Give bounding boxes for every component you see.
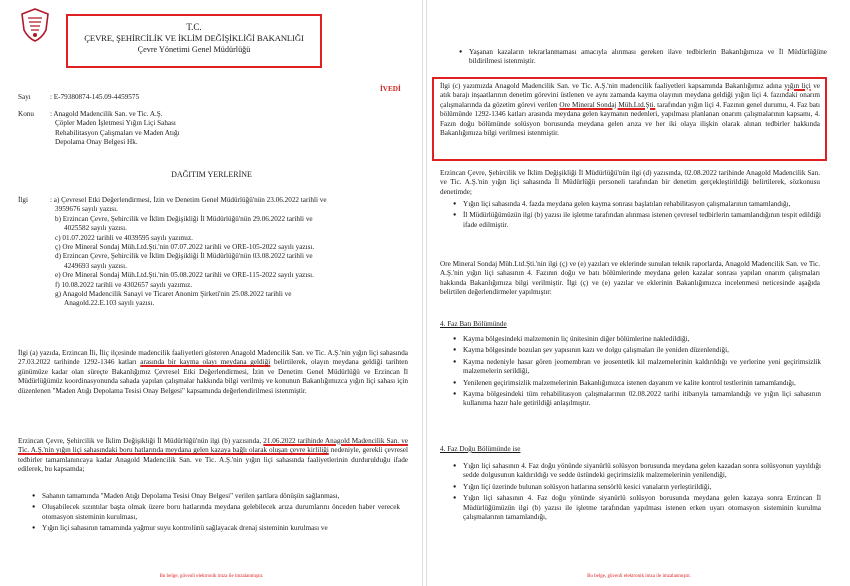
letterhead-department: Çevre Yönetimi Genel Müdürlüğü [137,45,251,54]
bati-list [451,335,821,411]
letterhead-ministry: ÇEVRE, ŞEHİRCİLİK VE İKLİM DEĞİŞİKLİĞİ BAKANLIĞI [84,33,304,43]
text-run: belirtilerek, olayın meydana geldiği tarihten günümüze kadar olan süreçte Bakanlığımız Çevresel Etki Değerlendirmesi, İzin ve Denetim Genel Müdürlüğü ve Erzincan İl Müdürlüğümüz koordinasyonunda sahada yapılan çalışmalar hakkında bilgi verilmiş ve konunun Bakanlığımızca yığın liçi sahası için düzenlenen "Maden Atığı Depolama Tesisi Onay Belgesi" kapsamında değerlendirilmesi istenmiştir. [18,358,408,395]
sayi-label: Sayı [18,93,31,101]
text-run: ve atık barajı inşaatlarının denetim görevini üstlenen ve aynı zamanda kayma olayının meydana geldiği yığın liçi 4. fazındaki onarım çalışmalarında da gözetim görevi verilen [440,82,820,109]
text-run: İlgi (a) yazıda, Erzincan İli, İliç ilçesinde madencilik faaliyetleri gösteren Anagold Madencilik San. ve Tic. A.Ş.'nin yığın liçi sahasında 27.03.2022 tarihinde 1292-1346 katları [18,349,408,367]
sayi-value: : E-79380874-145.09-4459575 [50,93,140,101]
dagitim-heading: DAĞITIM YERLERİNE [171,170,252,179]
ilgi-item: 4025582 sayılı yazısı. [64,224,127,233]
heading-dogu: 4. Faz Doğu Bölümünde ise [440,445,521,453]
paragraph-ilgi-c [440,82,820,138]
konu-block [50,110,180,148]
list-item: ● Yaşanan kazaların tekrarlanmaması amacıyla alınması gereken ilave tedbirlerin Bakanlığımıza ve İl Müdürlüğüne bildirilmesi istenmiştir. [457,48,827,67]
ilgi-item: b) Erzincan Çevre, Şehircilik ve İklim Değişikliği İl Müdürlüğü'nün 29.06.2022 tarihli ve [55,214,313,223]
ilgi-item: : a) Çevresel Etki Değerlendirmesi, İzin ve Denetim Genel Müdürlüğü'nün 23.06.2022 tarihli ve [50,196,327,204]
ilgi-item: 4249693 sayılı yazısı. [64,261,127,270]
right-page [426,0,850,586]
underlined-kayma: arasında bir kayma olayı meydana geldiği [140,358,271,367]
paragraph-ilgi-b [18,437,408,475]
paragraph-ore-reports: Ore Mineral Sondaj Müh.Ltd.Şti.'nin ilgi (ç) ve (e) yazıları ve eklerinde sunulan teknik raporlarda, Anagold Madencilik San. ve Tic. A.Ş.'nin yığın liçi sahasının 4. Fazının doğu ve batı bölümlerinde meydana gelen kazalar sonrası yapılan onarım çalışmaları hakkında Bakanlığımıza bilgi verilmiştir. İlgi (ç) ve (e) yazılar ve eklerinin Bakanlığımızca incelenmesi neticesinde aşağıda belirtilen değerlendirmeler yapılmıştır: [440,260,820,297]
list-item: ● Kayma bölgesindeki tüm rehabilitasyon çalışmalarının 02.08.2022 tarihi itibarıyla tamamlandığı ve yığın liçi sahasının kullanıma hazır hale getirildiği anlaşılmıştır. [451,390,821,409]
konu-line: Rehabilitasyon Çalışmaları ve Maden Atığı [55,128,180,137]
list-item: ● Kayma nedeniyle hasar gören jeomembran ve jeosentetik kil malzemelerinin kaldırıldığı ve yerlerine yeni geçirimsizlik malzemelerin serildiği, [451,358,821,377]
heading-bati: 4. Faz Batı Bölümünde [440,320,507,328]
list-item: ● Yığın liçi sahasının 4. Faz doğu yönünde siyanürlü solüsyon borusunda meydana gelen kazadan sonra solüsyonun yayıldığı sedde dolgusunun kaldırıldığı ve sedde üstündeki geçirimsizlik malzemelerinin yenilendiği, [451,462,821,481]
text-run: Erzincan Çevre, Şehircilik ve İklim Değişikliği İl Müdürlüğü'nün ilgi (b) yazısında, [18,437,264,445]
ilgi-item: Anagold.22.E.103 sayılı yazısı. [64,299,155,308]
list-item: ● Yığın liçi üzerinde bulunan solüsyon hatlarına sensörlü kesici vanaların yerleştirildiği, [451,483,821,492]
list-item: ● Yığın liçi sahasının tamamında yağmur suyu kontrolünü sağlayacak drenaj sisteminin kurulması ve [30,524,400,533]
list-item: ● Yığın liçi sahasının 4. Faz doğu yönünde siyanürlü solüsyon borusunda meydana gelen kazaya sonra Erzincan İl Müdürlüğümüzün ilgi (b) yazısı ile işletme tarafından yapılması istenen erken uyarı otomasyon sisteminin kurulma çalışmalarının tamamlandığı, [451,494,821,522]
paragraph-ilgi-d: Erzincan Çevre, Şehircilik ve İklim Değişikliği İl Müdürlüğü'nün ilgi (d) yazısında, 02.08.2022 tarihinde Anagold Madencilik San. ve Tic. A.Ş.'nin yığın liçi sahasında İl Müdürlüğü personeli tarafından bir denetim gerçekleştirildiği belirtilerek, sözkonusu denetimde; [440,169,820,196]
list-item: ● İl Müdürlüğümüzün ilgi (b) yazısı ile işletme tarafından alınması istenen çevresel tedbirlerin tamamlandığının tespit edildiği ifade edilmiştir. [451,211,821,230]
ministry-emblem-icon [20,8,50,42]
konu-line: Depolama Onay Belgesi Hk. [55,138,138,147]
underlined-kirlilik: 21.06.2022 tarihinde Anagold Madencilik San. ve Tic. A.Ş.'nin yığın liçi sahasındaki boru hatlarında meydana gelen kazaya bağlı olarak oluşan çevre kirliliği [18,437,408,455]
list-item: ● Kayma bölgesindeki malzemenin liç ünitesinin diğer bölümlerine nakledildiği, [451,335,821,344]
list-item: ● Yığın liçi sahasında 4. fazda meydana gelen kayma sonrası başlatılan rehabilitasyon çalışmalarının tamamlandığı, [451,200,821,209]
list-item: ● Kayma bölgesinde bozulan şev yapısının kazı ve dolgu çalışmaları ile yeniden düzenlendiği, [451,346,821,355]
signature-footer: Bu belge, güvenli elektronik imza ile imzalanmıştır. [159,574,264,579]
text-run: nedeniyle, gerekli çevresel tedbirler tamamlanıncaya kadar Anagold Madencilik San. ve Tic. A.Ş.'nin yığın liçi sahasında faaliyetlerinin durdurulduğu ifade edilerek, bu kapsamda; [18,446,408,474]
list-item: ● Yenilenen geçirimsizlik malzemelerinin Bakanlığımızca istenen dayanım ve kalite kontrol testlerinin tamamlandığı, [451,379,821,388]
left-page [0,0,423,586]
ilgi-item: ç) Ore Mineral Sondaj Müh.Ltd.Şti.'nin 07.07.2022 tarihli ve ORE-105-2022 sayılı yazısı. [55,243,315,252]
paragraph-ilgi-a [18,349,408,396]
ilgi-item: g) Anagold Madencilik Sanayi ve Ticaret Anonim Şirketi'nin 25.08.2022 tarihli ve [55,290,292,299]
dogu-list [451,462,821,524]
letterhead [66,22,322,55]
ivedi-label: İVEDİ [380,85,401,93]
ilgi-item: 3959676 sayılı yazısı. [55,205,118,214]
letterhead-tc: T.C. [186,22,202,32]
underlined-ore-mineral: Ore Mineral Sondaj Müh.Ltd.Şti. [559,100,656,109]
ilgi-item: e) Ore Mineral Sondaj Müh.Ltd.Şti.'nin 05.08.2022 tarihli ve ORE-115-2022 sayılı yazısı. [55,271,314,280]
text-run: İlgi (c) yazımızda Anagold Madencilik San. ve Tic. A.Ş.'nin madencilik faaliyetleri kapsamında Bakanlığımız adına [440,82,785,90]
inspection-list [451,200,821,232]
konu-line: Çöpler Maden İşletmesi Yığın Liçi Sahası [55,119,176,128]
konu-label: Konu [18,110,34,118]
ilgi-list [50,196,390,309]
list-item: ● Sahanın tamamında "Maden Atığı Depolama Tesisi Onay Belgesi" verilen şartlara dönüşün sağlanması, [30,492,400,501]
ilgi-item: c) 01.07.2022 tarihli ve 4039595 sayılı yazımız. [55,233,193,242]
text-run: tarafından yığın liçi 4. Fazının genel durumu, 4. Faz batı bölümünde 1292-1346 katları arasında meydana gelen kaymanın nedenleri, yapılması planlanan onarım çalışmalarının kapsamı, 4. Fazın doğu bölümünde solüsyon borusunda meydana gelen arıza ve her iki olaya ilişkin olarak alınan tedbirler hakkında Bakanlığımıza bilgi verilmesi istenmiştir. [440,100,820,138]
signature-footer: Bu belge, güvenli elektronik imza ile imzalanmıştır. [587,574,691,579]
konu-line: : Anagold Madencilik San. ve Tic. A.Ş. [50,110,163,118]
list-item: ● Oluşabilecek sızıntılar başta olmak üzere boru hatlarında meydana gelebilecek arıza durumlarını önceden haber verecek otomasyon sisteminin kurulması, [30,503,400,522]
measures-list [30,492,400,536]
ilgi-item: d) Erzincan Çevre, Şehircilik ve İklim Değişikliği İl Müdürlüğü'nün 03.08.2022 tarihli ve [55,252,313,261]
ilgi-item: f) 10.08.2022 tarihli ve 4302657 sayılı yazımız. [55,280,193,289]
top-bullet-list [457,48,827,69]
ilgi-label: İlgi [18,196,28,204]
underlined-yigin-lici: yığın liçi [784,82,811,90]
